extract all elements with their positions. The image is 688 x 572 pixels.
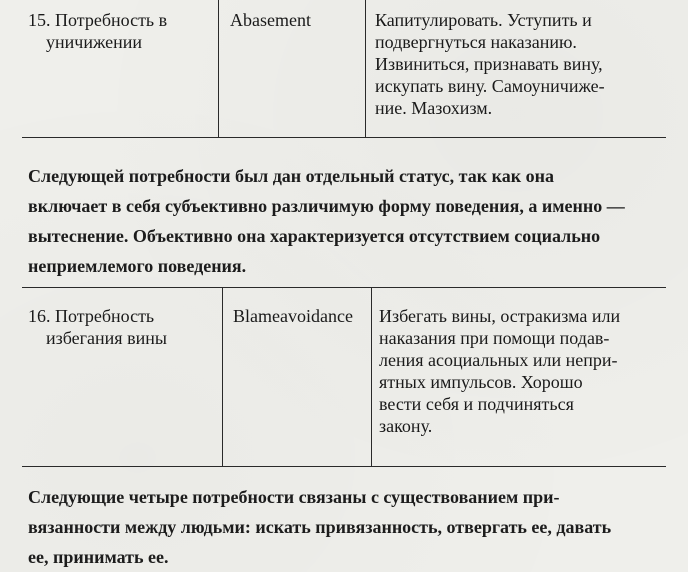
need-term-16: Blameavoidance: [233, 306, 353, 326]
need-name-16: 16. Потребность избегания вины: [28, 306, 167, 348]
body-paragraph-1: Следующей потребности был дан отдельный статус, так как она включает в себя субъективно различимую форму поведения, а именно — вытеснение. Объективно она характеризуется отсутствием социально неприемлемого поведения.: [28, 166, 625, 276]
need-name-15: 15. Потребность в уничижении: [28, 10, 168, 52]
need-description-16: Избегать вины, остракизма или наказания при помощи подав- ления асоциальных или непри- ятных импульсов. Хорошо вести себя и подчиняться закону.: [379, 306, 621, 436]
table-rule: [22, 466, 666, 467]
table-rule: [22, 287, 666, 288]
table-rule: [22, 137, 666, 138]
need-term-15: Abasement: [230, 10, 311, 30]
body-paragraph-2: Следующие четыре потребности связаны с существованием при- вязанности между людьми: искать привязанность, отвергать ее, давать ее, принимать ее.: [28, 487, 612, 567]
table-divider: [371, 287, 372, 466]
table-divider: [365, 0, 366, 138]
need-description-15: Капитулировать. Уступить и подвергнуться наказанию. Извиниться, признавать вину, искупать вину. Самоуничиже- ние. Мазохизм.: [375, 10, 605, 118]
